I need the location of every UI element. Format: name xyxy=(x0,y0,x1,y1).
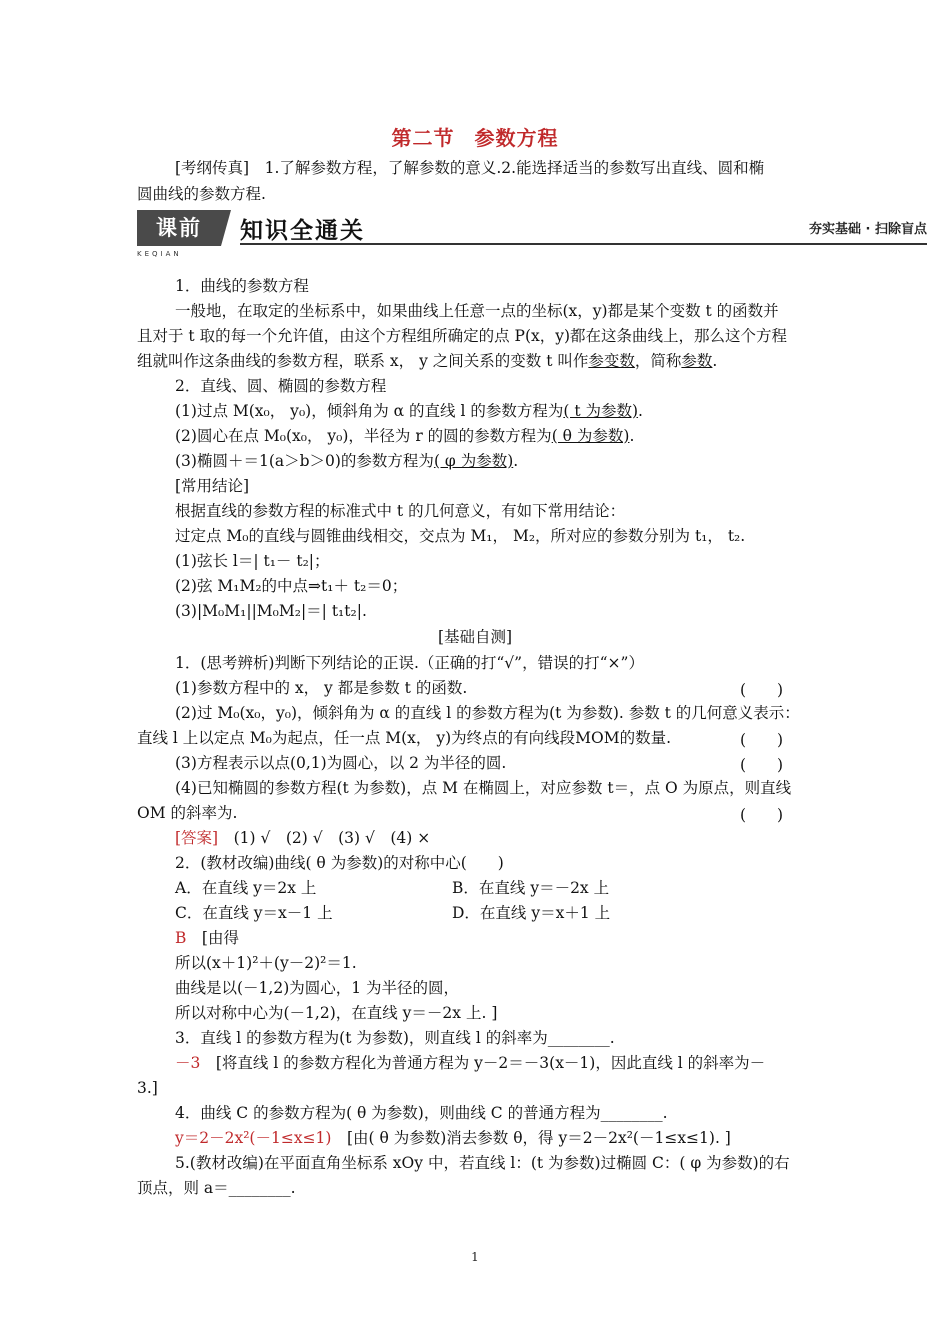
banner-pinyin: KEQIAN xyxy=(137,250,182,258)
q1-item-4-line-1: (4)已知椭圆的参数方程(t 为参数)，点 M 在椭圆上，对应参数 t＝，点 O 为原点，则直线 xyxy=(175,779,792,797)
s2-title: 2．直线、圆、椭圆的参数方程 xyxy=(175,377,387,395)
s1-line-3-mid: ，简称 xyxy=(634,352,682,370)
intro-line-2: 圆曲线的参数方程. xyxy=(137,185,266,203)
q4-answer: y＝2－2x²(－1≤x≤1) xyxy=(175,1129,332,1147)
q1-item-3: (3)方程表示以点(0,1)为圆心，以 2 为半径的圆. xyxy=(175,754,507,772)
answer-label: [答案] xyxy=(175,829,219,847)
q1-item-2-blank: ( ) xyxy=(740,731,784,749)
q2-solution-line-3: 曲线是以(－1,2)为圆心，1 为半径的圆， xyxy=(175,979,460,997)
q2-option-a: A．在直线 y＝2x 上 xyxy=(175,879,317,897)
q2-solution-line-1 xyxy=(175,928,840,948)
q1-item-4-line-2: OM 的斜率为. xyxy=(137,804,238,822)
common-results-line-2: 过定点 M₀的直线与圆锥曲线相交，交点为 M₁， M₂，所对应的参数分别为 t₁， t₂. xyxy=(175,527,746,545)
q3-answer: －3 xyxy=(175,1054,201,1072)
q3-solution-text: [将直线 l 的参数方程化为普通方程为 y－2＝－3(x－1)，因此直线 l 的斜率为－ xyxy=(200,1054,766,1072)
q1-item-1: (1)参数方程中的 x， y 都是参数 t 的函数. xyxy=(175,679,468,697)
q2-solution-line-2: 所以(x＋1)²＋(y－2)²＝1. xyxy=(175,954,357,972)
term-parameter: 参数 xyxy=(681,352,713,370)
s1-title: 1．曲线的参数方程 xyxy=(175,277,309,295)
q1-item-2-line-1: (2)过 M₀(x₀，y₀)，倾斜角为 α 的直线 l 的参数方程为(t 为参数). 参数 t 的几何意义表示： xyxy=(175,704,800,722)
q2-solution-text: [由得 xyxy=(186,929,239,947)
s2-line-3-end: . xyxy=(513,452,519,470)
s2-line-1-end: . xyxy=(638,402,643,420)
common-results-line-4: (2)弦 M₁M₂的中点⇒t₁＋ t₂＝0； xyxy=(175,577,408,595)
s2-line-1 xyxy=(175,401,840,421)
q2-stem: 2．(教材改编)曲线( θ 为参数)的对称中心( ) xyxy=(175,854,504,872)
circle-param-note: ( θ 为参数) xyxy=(551,427,630,445)
q1-answer-values: (1) √ (2) √ (3) √ (4) × xyxy=(218,829,431,847)
term-parameter-variable: 参变数 xyxy=(588,352,635,370)
section-banner xyxy=(137,210,927,260)
banner-rule xyxy=(240,243,927,245)
section-name: 参数方程 xyxy=(474,126,559,150)
q2-option-c: C．在直线 y＝x－1 上 xyxy=(175,904,333,922)
q4-solution xyxy=(175,1128,840,1148)
s1-line-3 xyxy=(137,351,840,371)
q3-solution-line-1 xyxy=(175,1053,840,1073)
s2-line-3 xyxy=(175,451,840,471)
q2-option-d: D．在直线 y＝x＋1 上 xyxy=(452,904,611,922)
ellipse-param-note: ( φ 为参数) xyxy=(433,452,514,470)
banner-tag: 课前 xyxy=(137,210,221,246)
q2-answer: B xyxy=(175,929,187,947)
s1-line-3-text: 组就叫作这条曲线的参数方程，联系 x， y 之间关系的变数 t 叫作 xyxy=(137,352,589,370)
common-results-title: [常用结论] xyxy=(175,477,250,495)
banner-slogan: 夯实基础 · 扫除盲点 xyxy=(809,222,927,237)
common-results-line-3: (1)弦长 l＝| t₁－ t₂|； xyxy=(175,552,330,570)
q3-stem: 3．直线 l 的参数方程为(t 为参数)，则直线 l 的斜率为________. xyxy=(175,1029,615,1047)
page-number: 1 xyxy=(471,1250,479,1264)
q1-item-4-blank: ( ) xyxy=(740,806,784,824)
q1-stem: 1．(思考辨析)判断下列结论的正误.（正确的打“√”，错误的打“×”） xyxy=(175,654,644,672)
q5-stem-line-2: 顶点，则 a＝________. xyxy=(137,1179,296,1197)
s2-line-3-text: (3)椭圆＋＝1(a＞b＞0)的参数方程为 xyxy=(175,452,434,470)
q3-solution-line-2: 3.] xyxy=(137,1079,158,1097)
q5-stem-line-1: 5.(教材改编)在平面直角坐标系 xOy 中，若直线 l：(t 为参数)过椭圆 C：( φ 为参数)的右 xyxy=(175,1154,790,1172)
s2-line-2-end: . xyxy=(629,427,635,445)
common-results-line-5: (3)|M₀M₁||M₀M₂|＝| t₁t₂|. xyxy=(175,602,367,620)
s2-line-2-text: (2)圆心在点 M₀(x₀， y₀)，半径为 r 的圆的参数方程为 xyxy=(175,427,552,445)
q1-item-2-line-2: 直线 l 上以定点 M₀为起点，任一点 M(x， y)为终点的有向线段MOM的数量. xyxy=(137,729,672,747)
s2-line-2 xyxy=(175,426,840,446)
intro-line-1: [考纲传真] 1.了解参数方程，了解参数的意义.2.能选择适当的参数写出直线、圆和椭 xyxy=(175,159,765,177)
s1-line-1: 一般地，在取定的坐标系中，如果曲线上任意一点的坐标(x，y)都是某个变数 t 的函数并 xyxy=(175,302,779,320)
line-param-note: ( t 为参数) xyxy=(563,402,639,420)
q1-item-3-blank: ( ) xyxy=(740,756,784,774)
q4-stem: 4．曲线 C 的参数方程为( θ 为参数)，则曲线 C 的普通方程为________. xyxy=(175,1104,668,1122)
common-results-line-1: 根据直线的参数方程的标准式中 t 的几何意义，有如下常用结论： xyxy=(175,502,626,520)
page-title xyxy=(0,122,950,151)
banner-heading: 知识全通关 xyxy=(240,218,365,244)
banner-tag-corner xyxy=(221,210,231,246)
q2-option-b: B．在直线 y＝－2x 上 xyxy=(452,879,610,897)
selftest-heading: [基础自测] xyxy=(437,628,513,646)
s1-line-2: 且对于 t 取的每一个允许值，由这个方程组所确定的点 P(x，y)都在这条曲线上，那么这个方程 xyxy=(137,327,788,345)
s2-line-1-text: (1)过点 M(x₀， y₀)，倾斜角为 α 的直线 l 的参数方程为 xyxy=(175,402,564,420)
q1-answer xyxy=(175,828,840,848)
s1-line-3-end: . xyxy=(712,352,718,370)
section-number: 第二节 xyxy=(391,126,455,150)
q1-item-1-blank: ( ) xyxy=(740,681,784,699)
q4-solution-text: [由( θ 为参数)消去参数 θ，得 y＝2－2x²(－1≤x≤1). ] xyxy=(331,1129,731,1147)
q2-solution-line-4: 所以对称中心为(－1,2)，在直线 y＝－2x 上. ] xyxy=(175,1004,498,1022)
